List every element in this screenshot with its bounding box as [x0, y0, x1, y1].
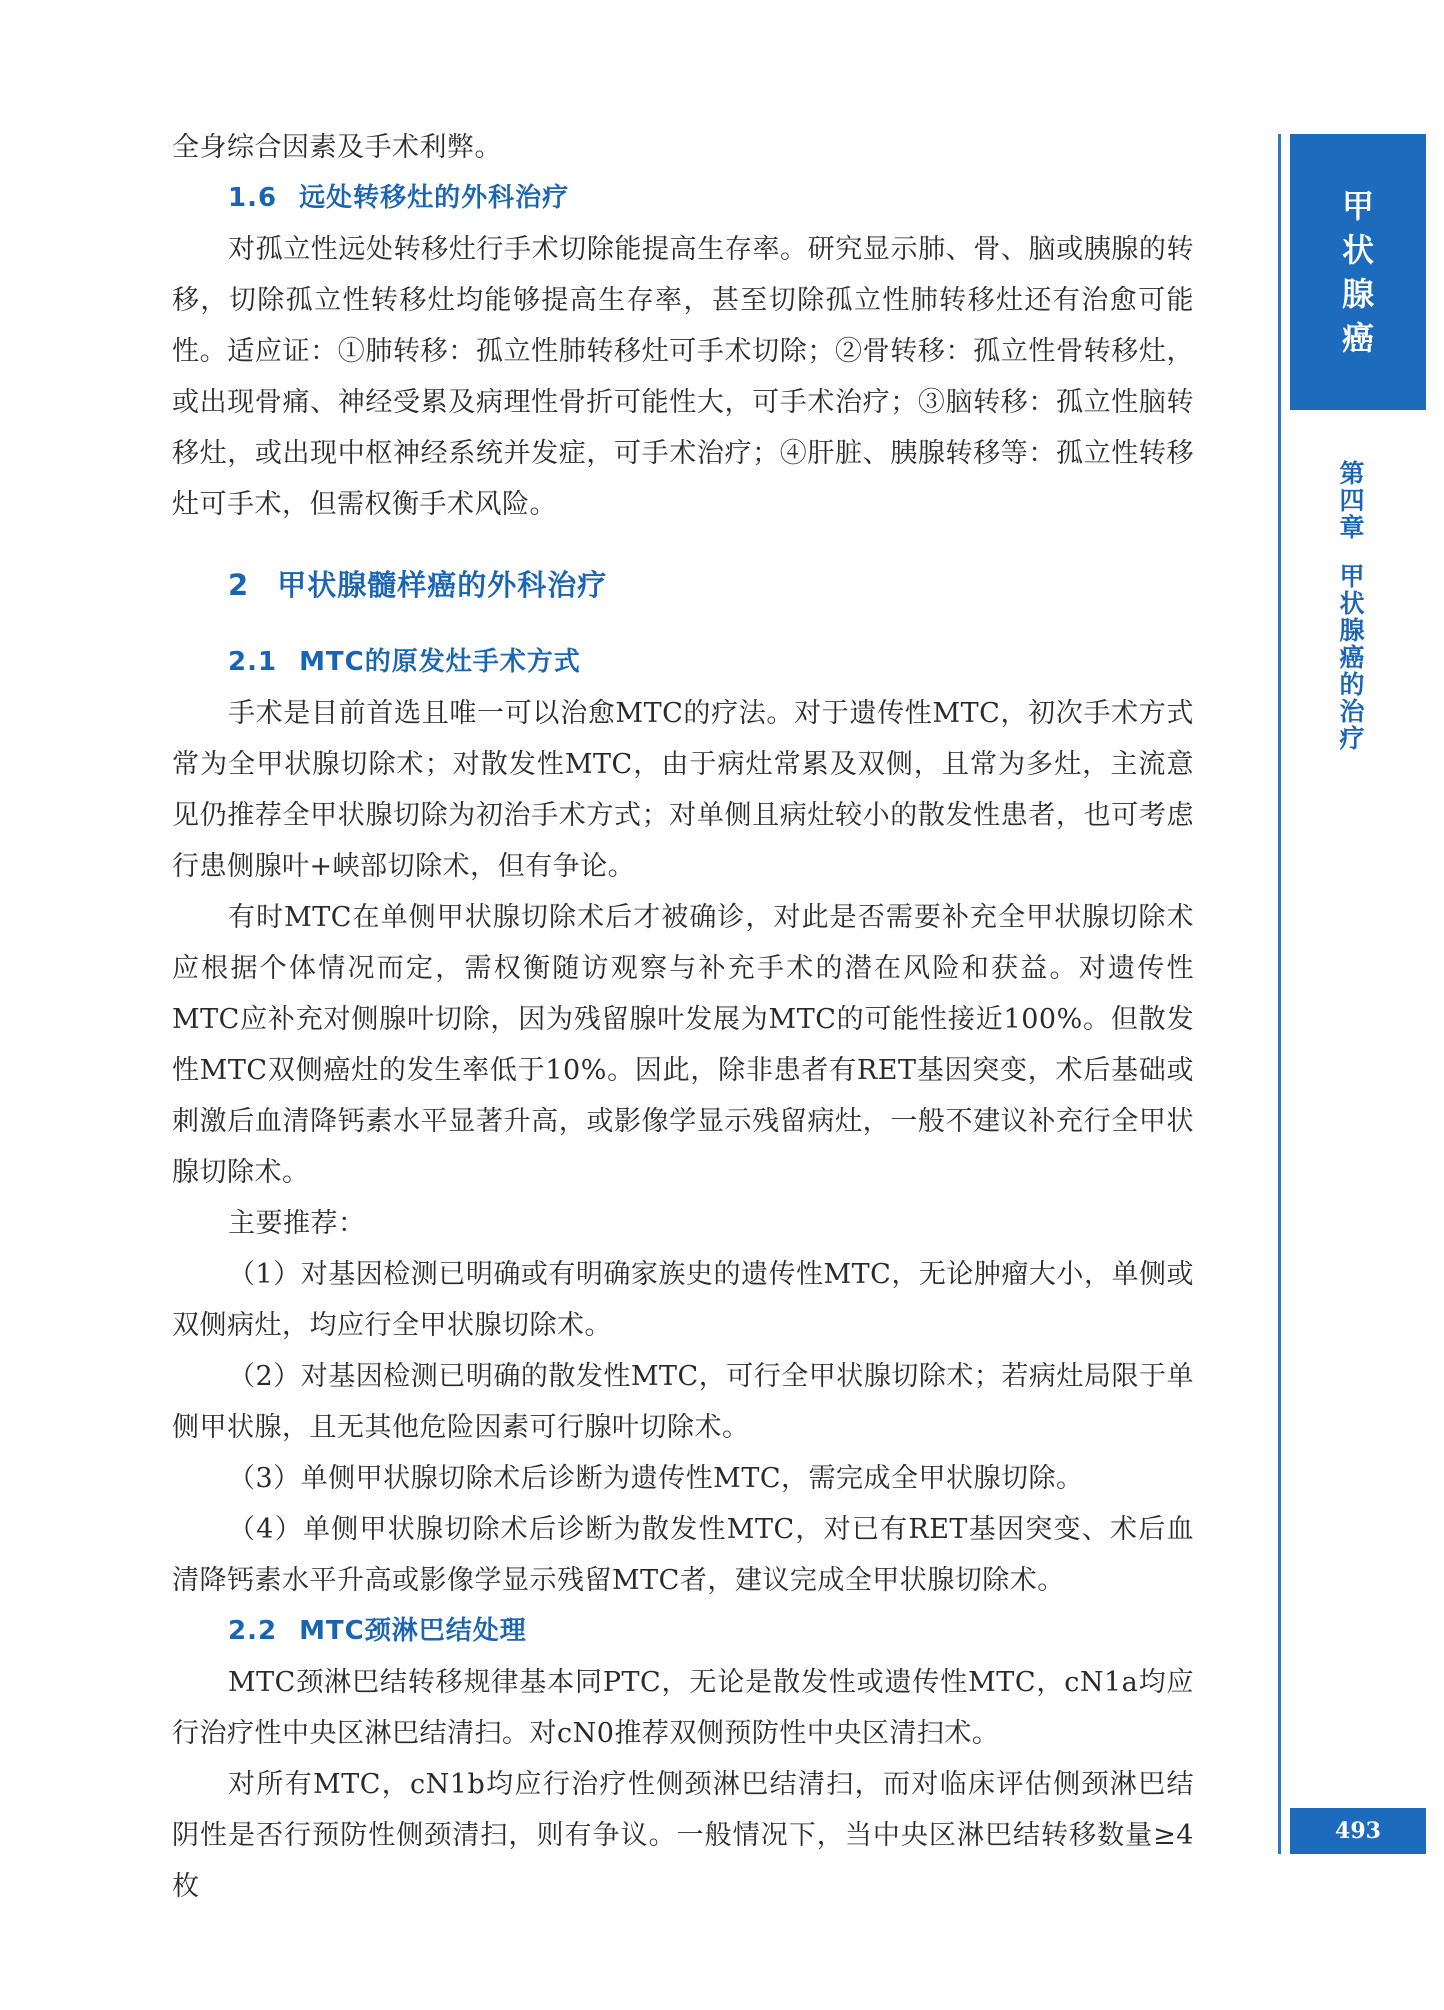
section-tab-char: 腺: [1341, 275, 1374, 313]
heading-number: 2.2: [228, 1616, 278, 1646]
chapter-char: 的: [1339, 670, 1365, 699]
chapter-char: 腺: [1339, 616, 1365, 645]
heading-number: 2: [228, 568, 250, 602]
recommendation-3: （3）单侧甲状腺切除术后诊断为遗传性MTC，需完成全甲状腺切除。: [228, 1463, 1084, 1494]
side-divider-line: [1278, 134, 1281, 1854]
section-tab: [1290, 134, 1426, 410]
heading-number: 1.6: [228, 183, 278, 213]
chapter-char: 章: [1339, 513, 1365, 542]
page-number: 493: [1290, 1808, 1426, 1854]
section-tab-char: 甲: [1341, 187, 1374, 225]
chapter-char: 状: [1339, 589, 1365, 618]
heading-1-6: [172, 173, 1194, 224]
chapter-char: 疗: [1339, 724, 1365, 753]
paragraph-lymph-node: MTC颈淋巴结转移规律基本同PTC，无论是散发性或遗传性MTC，cN1a均应行治疗性中央区淋巴结清扫。对cN0推荐双侧预防性中央区清扫术。: [172, 1667, 1194, 1749]
chapter-title: [1332, 460, 1372, 752]
paragraph-mtc-completion: 有时MTC在单侧甲状腺切除术后才被确诊，对此是否需要补充全甲状腺切除术应根据个体情况而定，需权衡随访观察与补充手术的潜在风险和获益。对遗传性MTC应补充对侧腺叶切除，因为残留腺叶发展为MTC的可能性接近100%。但散发性MTC双侧癌灶的发生率低于10%。因此，除非患者有RET基因突变，术后基础或刺激后血清降钙素水平显著升高，或影像学显示残留病灶，一般不建议补充行全甲状腺切除术。: [172, 902, 1194, 1188]
heading-2: [172, 560, 1194, 611]
paragraph-distant-metastasis: 对孤立性远处转移灶行手术切除能提高生存率。研究显示肺、骨、脑或胰腺的转移，切除孤立性转移灶均能够提高生存率，甚至切除孤立性肺转移灶还有治愈可能性。适应证：①肺转移：孤立性肺转移灶可手术切除；②骨转移：孤立性骨转移灶，或出现骨痛、神经受累及病理性骨折可能性大，可手术治疗；③脑转移：孤立性脑转移灶，或出现中枢神经系统并发症，可手术治疗；④肝脏、胰腺转移等：孤立性转移灶可手术，但需权衡手术风险。: [172, 234, 1194, 520]
heading-title: 甲状腺髓样癌的外科治疗: [277, 568, 608, 602]
chapter-char: 第: [1339, 459, 1365, 488]
paragraph-intro: 全身综合因素及手术利弊。: [172, 132, 502, 163]
chapter-char: 治: [1339, 697, 1365, 726]
recommendation-2: （2）对基因检测已明确的散发性MTC，可行全甲状腺切除术；若病灶局限于单侧甲状腺，且无其他危险因素可行腺叶切除术。: [172, 1361, 1194, 1443]
heading-2-1: [172, 637, 1194, 688]
paragraph-lateral-neck: 对所有MTC，cN1b均应行治疗性侧颈淋巴结清扫，而对临床评估侧颈淋巴结阴性是否行预防性侧颈清扫，则有争议。一般情况下，当中央区淋巴结转移数量≥4枚: [172, 1769, 1194, 1902]
heading-title: MTC的原发灶手术方式: [299, 647, 581, 677]
paragraph-mtc-surgery: 手术是目前首选且唯一可以治愈MTC的疗法。对于遗传性MTC，初次手术方式常为全甲状腺切除术；对散发性MTC，由于病灶常累及双侧，且常为多灶，主流意见仍推荐全甲状腺切除为初治手术方式；对单侧且病灶较小的散发性患者，也可考虑行患侧腺叶+峡部切除术，但有争论。: [172, 698, 1194, 882]
heading-number: 2.1: [228, 647, 278, 677]
main-content: [172, 122, 1194, 1912]
chapter-char: 四: [1339, 486, 1365, 515]
recommendation-4: （4）单侧甲状腺切除术后诊断为散发性MTC，对已有RET基因突变、术后血清降钙素水平升高或影像学显示残留MTC者，建议完成全甲状腺切除术。: [172, 1514, 1194, 1596]
chapter-char: 癌: [1339, 643, 1365, 672]
paragraph-recommendations-label: 主要推荐：: [228, 1208, 366, 1239]
heading-title: MTC颈淋巴结处理: [299, 1616, 527, 1646]
recommendation-1: （1）对基因检测已明确或有明确家族史的遗传性MTC，无论肿瘤大小，单侧或双侧病灶，均应行全甲状腺切除术。: [172, 1259, 1194, 1341]
heading-title: 远处转移灶的外科治疗: [299, 183, 570, 213]
section-tab-char: 癌: [1341, 319, 1374, 357]
chapter-gap: [1332, 541, 1372, 563]
chapter-char: 甲: [1339, 562, 1365, 591]
section-tab-char: 状: [1341, 231, 1374, 269]
heading-2-2: [172, 1606, 1194, 1657]
